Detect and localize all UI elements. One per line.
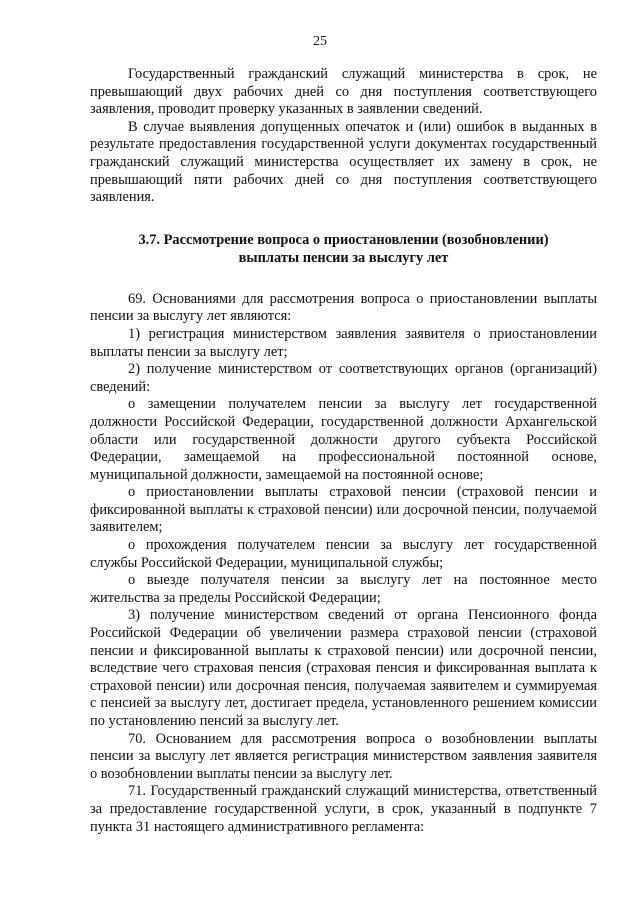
paragraph-item-69: 69. Основаниями для рассмотрения вопроса о приостановлении выплаты пенсии за выслугу лет являются:: [90, 290, 597, 325]
paragraph-info-position: о замещении получателем пенсии за выслугу лет государственной должности Российской Федерации, государственной должности Архангельской области или государственной должности другого субъекта Российской Федерации, замещаемой на профессиональной постоянной основе, муниципальной должности, замещаемой на постоянной основе;: [90, 396, 597, 483]
document-body: [90, 66, 597, 836]
paragraph-subitem-2: 2) получение министерством от соответствующих органов (организаций) сведений:: [90, 361, 597, 395]
paragraph-subitem-3: 3) получение министерством сведений от органа Пенсионного фонда Российской Федерации об увеличении размера страховой пенсии (страховой пенсии и фиксированной выплаты к страховой пенсии) или досрочной пенсии, вследствие чего страховая пенсия (страховая пенсия и фиксированная выплата к страховой пенсии) или досрочная пенсия, получаемая заявителем и суммируемая с пенсией за выслугу лет, достигает предела, установленного решением комиссии по установлению пенсий за выслугу лет.: [90, 607, 597, 729]
paragraph-subitem-1: 1) регистрация министерством заявления заявителя о приостановлении выплаты пенсии за выслугу лет;: [90, 325, 597, 360]
paragraph-verification: Государственный гражданский служащий министерства в срок, не превышающий двух рабочих дней со дня поступления соответствующего заявления, проводит проверку указанных в заявлении сведений.: [90, 66, 597, 118]
paragraph-info-civil-service: о прохождения получателем пенсии за выслугу лет государственной службы Российской Федерации, муниципальной службы;: [90, 537, 597, 571]
section-heading-line-2: выплаты пенсии за выслугу лет: [238, 250, 449, 267]
section-heading-line-1: 3.7. Рассмотрение вопроса о приостановлении (возобновлении): [138, 231, 549, 248]
paragraph-typo-correction: В случае выявления допущенных опечаток и (или) ошибок в выданных в результате предоставления государственной услуги документах государственный гражданский служащий министерства осуществляет их замену в срок, не превышающий пяти рабочих дней со дня поступления соответствующего заявления.: [90, 118, 597, 206]
page-number: 25: [313, 34, 327, 49]
paragraph-info-emigration: о выезде получателя пенсии за выслугу лет на постоянное место жительства за пределы Российской Федерации;: [90, 572, 597, 606]
paragraph-item-71: 71. Государственный гражданский служащий министерства, ответственный за предоставление государственной услуги, в срок, указанный в подпункте 7 пункта 31 настоящего административного регламента:: [90, 783, 597, 835]
paragraph-info-insurance-suspension: о приостановлении выплаты страховой пенсии (страховой пенсии и фиксированной выплаты к страховой пенсии) или досрочной пенсии, получаемой заявителем;: [90, 484, 597, 536]
paragraph-item-70: 70. Основанием для рассмотрения вопроса о возобновлении выплаты пенсии за выслугу лет является регистрация министерством заявления заявителя о возобновлении выплаты пенсии за выслугу лет.: [90, 730, 597, 782]
section-heading: [90, 231, 597, 268]
